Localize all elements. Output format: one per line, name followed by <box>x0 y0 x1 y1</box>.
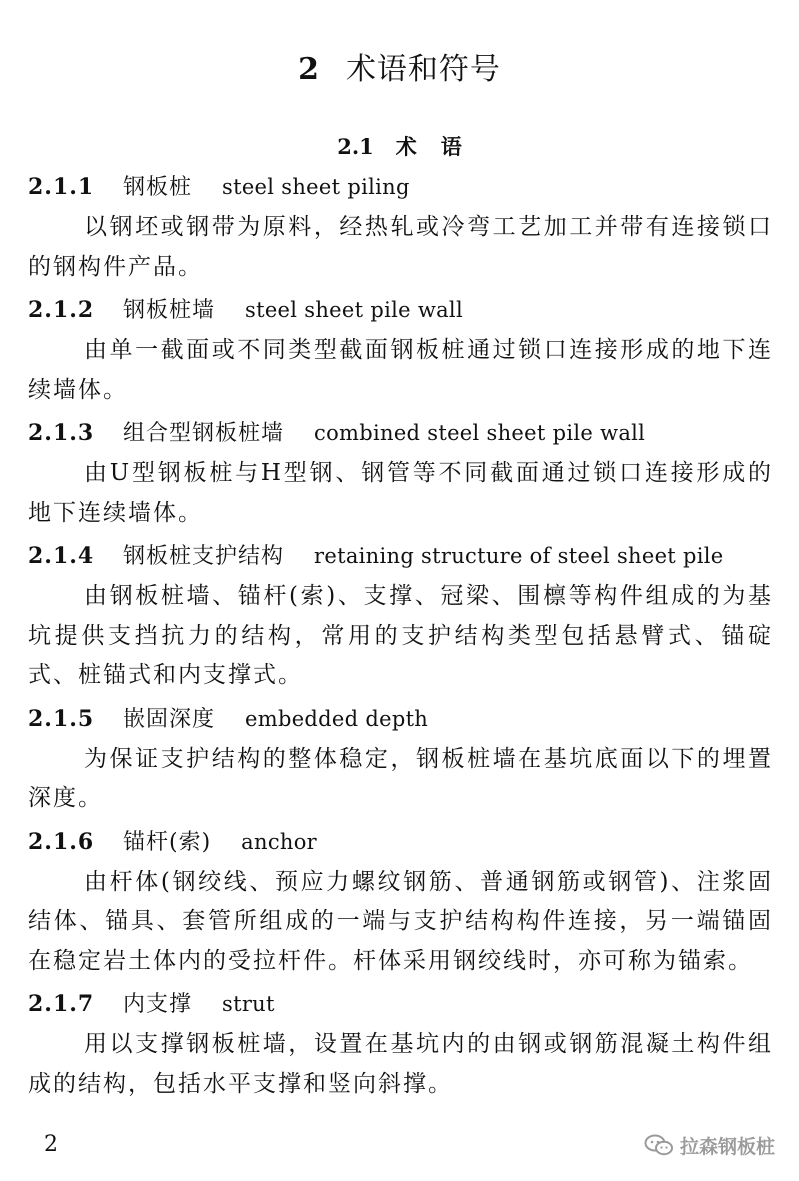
term-heading <box>28 289 773 331</box>
term-heading <box>28 535 773 577</box>
term-english-name: embedded depth <box>245 706 429 731</box>
term-number: 2.1.3 <box>28 420 95 446</box>
term-entry <box>28 983 773 1104</box>
term-list <box>28 166 773 1106</box>
section-title <box>0 129 799 165</box>
term-chinese-name: 钢板桩支护结构 <box>123 544 285 569</box>
chapter-number: 2 <box>298 52 320 88</box>
term-english-name: steel sheet pile wall <box>245 298 463 322</box>
term-definition: 由钢板桩墙、锚杆(索)、支撑、冠梁、围檩等构件组成的为基坑提供支挡抗力的结构，常用的支护结构类型包括悬臂式、锚碇式、桩锚式和内支撑式。 <box>28 583 773 688</box>
watermark <box>644 1130 775 1160</box>
term-definition: 由单一截面或不同类型截面钢板桩通过锁口连接形成的地下连续墙体。 <box>28 337 773 403</box>
term-english-name: retaining structure of steel sheet pile <box>314 544 724 568</box>
term-number: 2.1.5 <box>28 705 95 732</box>
chapter-name: 术语和符号 <box>345 52 501 88</box>
term-number: 2.1.6 <box>28 828 95 855</box>
section-number: 2.1 <box>337 134 374 160</box>
term-chinese-name: 内支撑 <box>123 992 193 1017</box>
term-entry <box>28 535 773 696</box>
term-number: 2.1.2 <box>28 297 95 323</box>
section-name: 术语 <box>395 134 486 160</box>
term-chinese-name: 锚杆(索) <box>123 829 212 855</box>
term-chinese-name: 钢板桩墙 <box>123 298 216 323</box>
term-chinese-name: 钢板桩 <box>123 175 193 200</box>
page-number: 2 <box>44 1132 58 1157</box>
term-entry <box>28 821 773 982</box>
term-definition: 由U型钢板桩与H型钢、钢管等不同截面通过锁口连接形成的地下连续墙体。 <box>28 460 773 526</box>
term-english-name: anchor <box>241 829 317 854</box>
term-number: 2.1.7 <box>28 991 95 1017</box>
term-entry <box>28 412 773 533</box>
term-definition: 由杆体(钢绞线、预应力螺纹钢筋、普通钢筋或钢管)、注浆固结体、锚具、套管所组成的一端与支护结构构件连接，另一端锚固在稳定岩土体内的受拉杆件。杆体采用钢绞线时，亦可称为锚索。 <box>28 868 773 974</box>
chapter-title <box>0 46 799 94</box>
term-heading <box>28 698 773 740</box>
term-definition: 为保证支护结构的整体稳定，钢板桩墙在基坑底面以下的埋置深度。 <box>28 745 773 811</box>
term-heading <box>28 166 773 208</box>
term-number: 2.1.1 <box>28 174 95 200</box>
term-chinese-name: 嵌固深度 <box>123 706 216 732</box>
term-heading <box>28 821 773 863</box>
term-entry <box>28 289 773 410</box>
term-entry <box>28 166 773 287</box>
term-heading <box>28 412 773 454</box>
term-definition: 用以支撑钢板桩墙，设置在基坑内的由钢或钢筋混凝土构件组成的结构，包括水平支撑和竖向斜撑。 <box>28 1031 773 1097</box>
term-english-name: steel sheet piling <box>222 175 410 199</box>
watermark-text: 拉森钢板桩 <box>679 1135 775 1158</box>
term-english-name: strut <box>222 992 275 1016</box>
wechat-icon <box>644 1133 674 1157</box>
term-english-name: combined steel sheet pile wall <box>314 421 646 445</box>
term-definition: 以钢坯或钢带为原料，经热轧或冷弯工艺加工并带有连接锁口的钢构件产品。 <box>28 214 773 280</box>
term-chinese-name: 组合型钢板桩墙 <box>123 421 285 446</box>
term-entry <box>28 698 773 819</box>
term-heading <box>28 983 773 1025</box>
term-number: 2.1.4 <box>28 543 95 569</box>
